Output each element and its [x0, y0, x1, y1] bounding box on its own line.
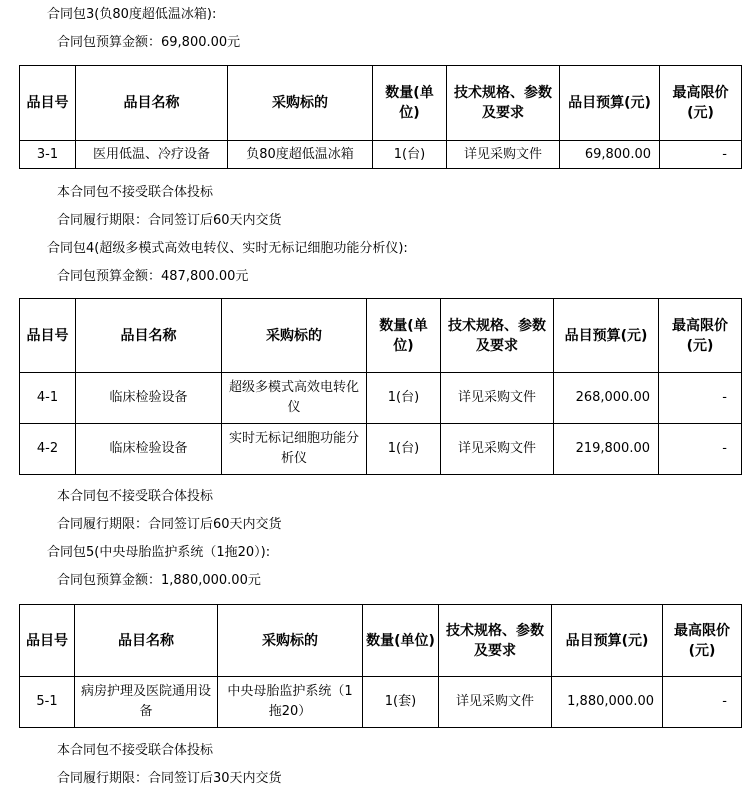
header-budget: 品目预算(元) — [554, 299, 659, 373]
cell-max-price: - — [659, 424, 742, 475]
cell-budget: 69,800.00 — [560, 141, 660, 169]
cell-item-name: 临床检验设备 — [76, 373, 222, 424]
table-header-row — [20, 605, 742, 677]
header-max-price: 最高限价(元) — [659, 299, 742, 373]
cell-qty: 1(套) — [363, 677, 439, 728]
header-item-no: 品目号 — [20, 299, 76, 373]
header-target: 采购标的 — [228, 66, 373, 141]
header-budget: 品目预算(元) — [552, 605, 663, 677]
cell-target: 中央母胎监护系统（1拖20） — [218, 677, 363, 728]
cell-item-name: 医用低温、冷疗设备 — [76, 141, 228, 169]
package-5-term-note: 合同履行期限：合同签订后30天内交货 — [57, 771, 282, 786]
package-4-title: 合同包4(超级多模式高效电转仪、实时无标记细胞功能分析仪): — [47, 241, 408, 256]
header-spec: 技术规格、参数及要求 — [447, 66, 560, 141]
cell-spec: 详见采购文件 — [441, 424, 554, 475]
cell-budget: 268,000.00 — [554, 373, 659, 424]
cell-item-name: 临床检验设备 — [76, 424, 222, 475]
cell-target: 超级多模式高效电转化仪 — [222, 373, 367, 424]
package-3-term-note: 合同履行期限：合同签订后60天内交货 — [57, 213, 282, 228]
header-item-no: 品目号 — [20, 66, 76, 141]
header-max-price: 最高限价(元) — [663, 605, 742, 677]
header-max-price: 最高限价(元) — [660, 66, 742, 141]
package-5-title: 合同包5(中央母胎监护系统（1拖20）): — [47, 545, 271, 560]
table-header-row — [20, 66, 742, 141]
header-budget: 品目预算(元) — [560, 66, 660, 141]
cell-qty: 1(台) — [367, 373, 441, 424]
package-5-budget: 合同包预算金额：1,880,000.00元 — [57, 573, 261, 588]
package-4-budget: 合同包预算金额：487,800.00元 — [57, 269, 249, 284]
cell-item-no: 4-2 — [20, 424, 76, 475]
cell-target: 实时无标记细胞功能分析仪 — [222, 424, 367, 475]
package-5-table — [19, 604, 742, 728]
package-4-term-note: 合同履行期限：合同签订后60天内交货 — [57, 517, 282, 532]
header-item-no: 品目号 — [20, 605, 75, 677]
cell-max-price: - — [660, 141, 742, 169]
table-row — [20, 424, 742, 475]
cell-item-no: 4-1 — [20, 373, 76, 424]
table-row — [20, 677, 742, 728]
package-4-joint-note: 本合同包不接受联合体投标 — [57, 489, 214, 504]
cell-item-no: 3-1 — [20, 141, 76, 169]
header-target: 采购标的 — [218, 605, 363, 677]
cell-spec: 详见采购文件 — [447, 141, 560, 169]
cell-item-no: 5-1 — [20, 677, 75, 728]
cell-budget: 219,800.00 — [554, 424, 659, 475]
cell-spec: 详见采购文件 — [439, 677, 552, 728]
package-3-budget: 合同包预算金额：69,800.00元 — [57, 35, 241, 50]
header-item-name: 品目名称 — [76, 66, 228, 141]
package-3-title: 合同包3(负80度超低温冰箱): — [47, 7, 217, 22]
header-qty: 数量(单位) — [367, 299, 441, 373]
table-row — [20, 141, 742, 169]
cell-max-price: - — [663, 677, 742, 728]
cell-budget: 1,880,000.00 — [552, 677, 663, 728]
cell-target: 负80度超低温冰箱 — [228, 141, 373, 169]
table-header-row — [20, 299, 742, 373]
cell-qty: 1(台) — [373, 141, 447, 169]
cell-item-name: 病房护理及医院通用设备 — [75, 677, 218, 728]
cell-qty: 1(台) — [367, 424, 441, 475]
cell-spec: 详见采购文件 — [441, 373, 554, 424]
header-target: 采购标的 — [222, 299, 367, 373]
header-spec: 技术规格、参数及要求 — [439, 605, 552, 677]
package-5-joint-note: 本合同包不接受联合体投标 — [57, 743, 214, 758]
table-row — [20, 373, 742, 424]
package-4-table — [19, 298, 742, 475]
header-item-name: 品目名称 — [76, 299, 222, 373]
header-qty: 数量(单位) — [363, 605, 439, 677]
header-spec: 技术规格、参数及要求 — [441, 299, 554, 373]
header-qty: 数量(单位) — [373, 66, 447, 141]
package-3-table — [19, 65, 742, 169]
cell-max-price: - — [659, 373, 742, 424]
header-item-name: 品目名称 — [75, 605, 218, 677]
package-3-joint-note: 本合同包不接受联合体投标 — [57, 185, 214, 200]
